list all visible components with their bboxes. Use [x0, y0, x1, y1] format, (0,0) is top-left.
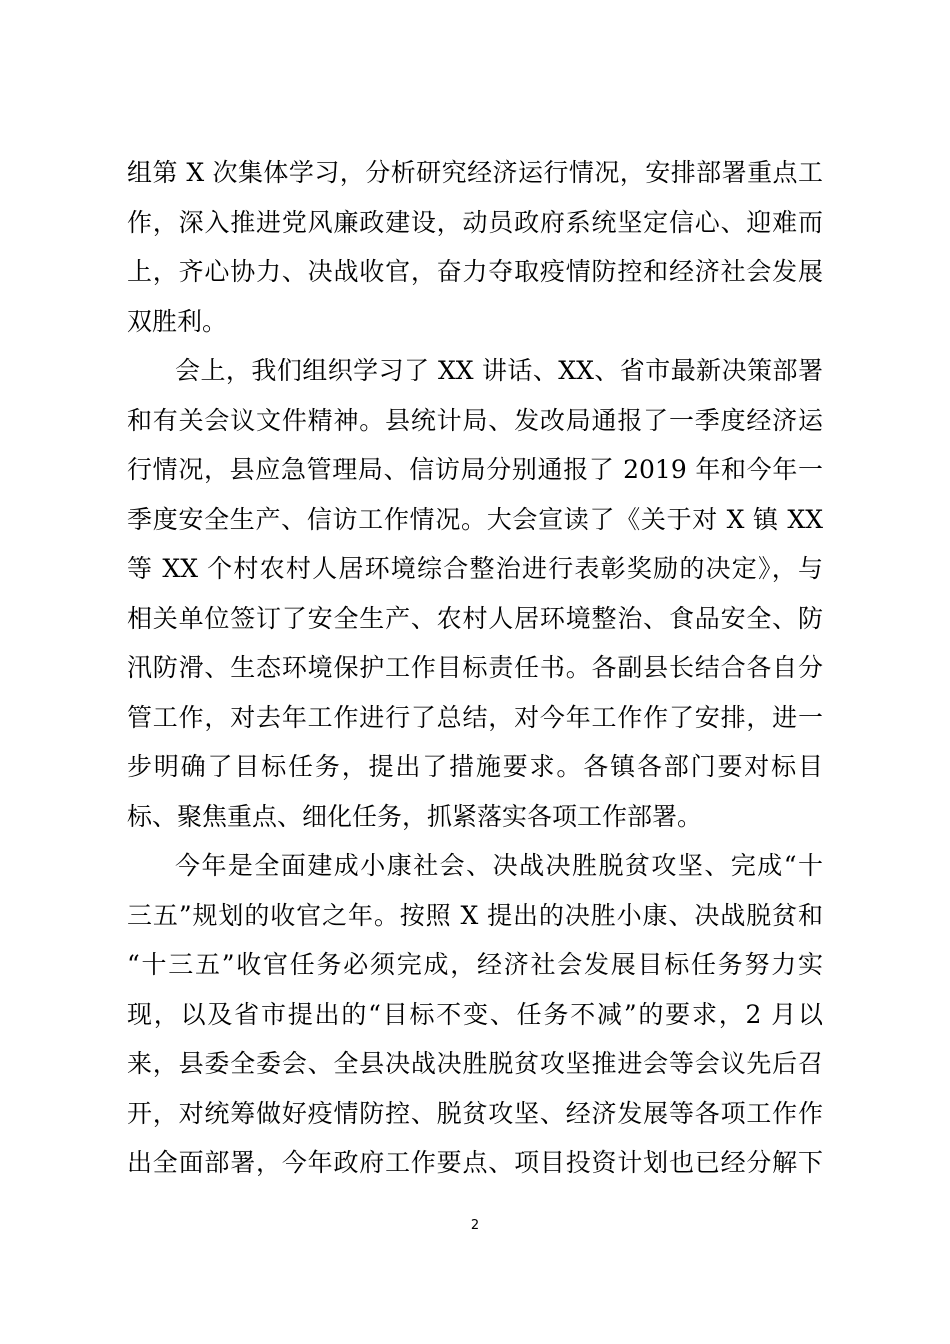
text-line: 管工作，对去年工作进行了总结，对今年工作作了安排，进一	[127, 702, 823, 732]
text-line: 汛防滑、生态环境保护工作目标责任书。各副县长结合各自分	[127, 653, 823, 682]
text-line: 开，对统筹做好疫情防控、脱贫攻坚、经济发展等各项工作作	[127, 1098, 823, 1128]
page-number: 2	[470, 1218, 480, 1233]
text-line: 双胜利。	[127, 306, 228, 336]
text-line: 相关单位签订了安全生产、农村人居环境整治、食品安全、防	[127, 603, 823, 633]
text-line: 组第 X 次集体学习，分析研究经济运行情况，安排部署重点工	[127, 158, 823, 187]
text-line: 上，齐心协力、决战收官，奋力夺取疫情防控和经济社会发展	[127, 257, 823, 286]
text-line: 来，县委全委会、全县决战决胜脱贫攻坚推进会等会议先后召	[127, 1049, 823, 1078]
text-line: 现，以及省市提出的“目标不变、任务不减”的要求，2 月以	[127, 999, 823, 1029]
text-line: 出全面部署，今年政府工作要点、项目投资计划也已经分解下	[127, 1148, 823, 1177]
text-line: 作，深入推进党风廉政建设，动员政府系统坚定信心、迎难而	[127, 207, 823, 237]
text-line: 等 XX 个村农村人居环境综合整治进行表彰奖励的决定》，与	[127, 554, 823, 583]
text-line: 会上，我们组织学习了 XX 讲话、XX、省市最新决策部署	[175, 356, 823, 385]
body-text	[127, 148, 823, 1188]
text-line: 行情况，县应急管理局、信访局分别通报了 2019 年和今年一	[127, 455, 823, 484]
text-line: 和有关会议文件精神。县统计局、发改局通报了一季度经济运	[127, 405, 823, 435]
text-line: 三五”规划的收官之年。按照 X 提出的决胜小康、决战脱贫和	[127, 900, 823, 930]
text-line: “十三五”收官任务必须完成，经济社会发展目标任务努力实	[127, 950, 823, 979]
text-line: 步明确了目标任务，提出了措施要求。各镇各部门要对标目	[127, 752, 823, 781]
text-line: 今年是全面建成小康社会、决战决胜脱贫攻坚、完成“十	[175, 851, 823, 880]
text-line: 标、聚焦重点、细化任务，抓紧落实各项工作部署。	[127, 801, 703, 831]
text-line: 季度安全生产、信访工作情况。大会宣读了《关于对 X 镇 XX	[127, 504, 823, 534]
